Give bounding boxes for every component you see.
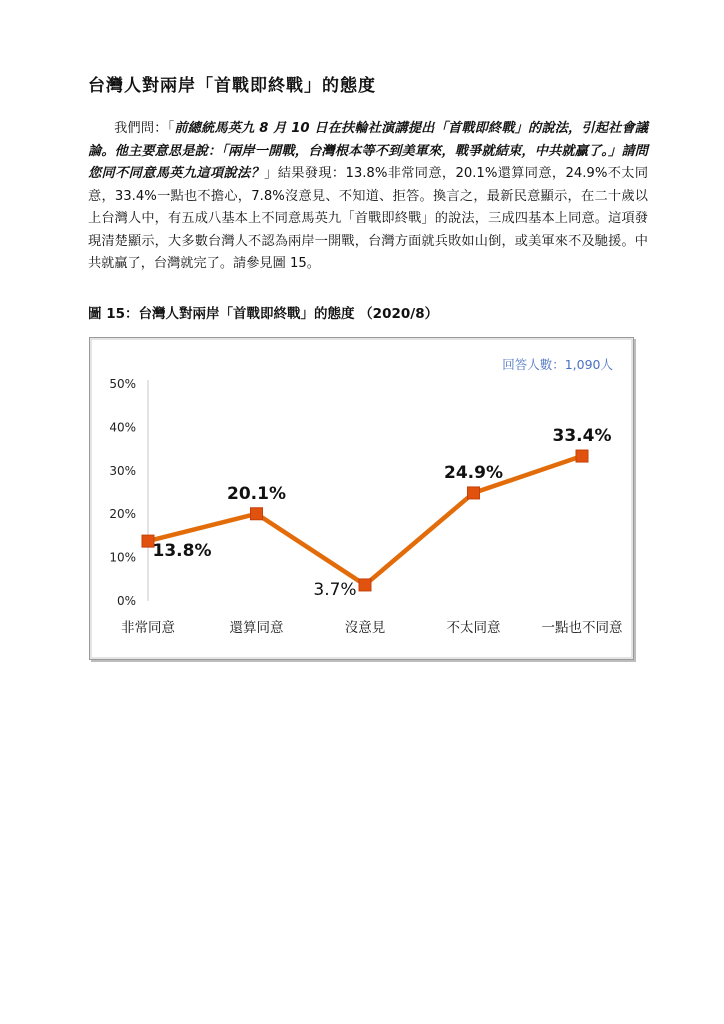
data-label: 33.4% — [552, 426, 612, 447]
paragraph-lead: 我們問：「 — [114, 121, 175, 136]
respondent-count: 回答人數：1,090人 — [502, 357, 613, 372]
x-category-label: 不太同意 — [446, 620, 501, 636]
data-label: 13.8% — [152, 541, 212, 562]
page-heading: 台灣人對兩岸「首戰即終戰」的態度 — [88, 76, 376, 96]
data-point-marker — [359, 579, 371, 591]
chart-frame — [89, 337, 634, 660]
y-tick-label: 10% — [109, 550, 136, 565]
y-tick-label: 40% — [109, 420, 136, 435]
paragraph-results: 」結果發現：13.8%非常同意，20.1%還算同意，24.9%不太同意，33.4%一點也不擔心，7.8%沒意見、不知道、拒答。換言之，最新民意顯示，在二十歲以上台灣人中，有五成八基本上不同意馬英九「首戰即終戰」的說法，三成四基本上同意。這項發現清楚顯示，大多數台灣人不認為兩岸一開戰，台灣方面就兵敗如山倒，或美軍來不及馳援。中共就贏了，台灣就完了。請參見圖 15。 — [88, 166, 649, 271]
data-label: 3.7% — [313, 579, 357, 600]
figure-caption: 圖 15：台灣人對兩岸「首戰即終戰」的態度 （2020/8） — [88, 306, 439, 322]
x-category-label: 一點也不同意 — [541, 620, 623, 636]
data-point-marker — [468, 487, 480, 499]
line-chart — [90, 338, 635, 661]
body-paragraph — [88, 118, 648, 276]
y-tick-label: 30% — [109, 463, 136, 478]
data-label: 20.1% — [227, 483, 286, 504]
y-tick-label: 50% — [109, 377, 136, 391]
data-point-marker — [251, 508, 263, 520]
x-category-label: 沒意見 — [344, 620, 386, 636]
survey-question: 前總統馬英九 8 月 10 日在扶輪社演講提出「首戰即終戰」的說法，引起社會議論。他主要意思是說：「兩岸一開戰，台灣根本等不到美軍來，戰爭就結束，中共就贏了。」請問您同不同意馬英九這項說法？ — [88, 121, 648, 181]
x-category-label: 還算同意 — [229, 620, 284, 636]
y-tick-label: 20% — [109, 507, 136, 522]
y-tick-label: 0% — [116, 594, 136, 608]
data-point-marker — [576, 450, 588, 462]
data-label: 24.9% — [444, 462, 503, 483]
series-line — [148, 456, 582, 585]
x-category-label: 非常同意 — [121, 620, 175, 636]
